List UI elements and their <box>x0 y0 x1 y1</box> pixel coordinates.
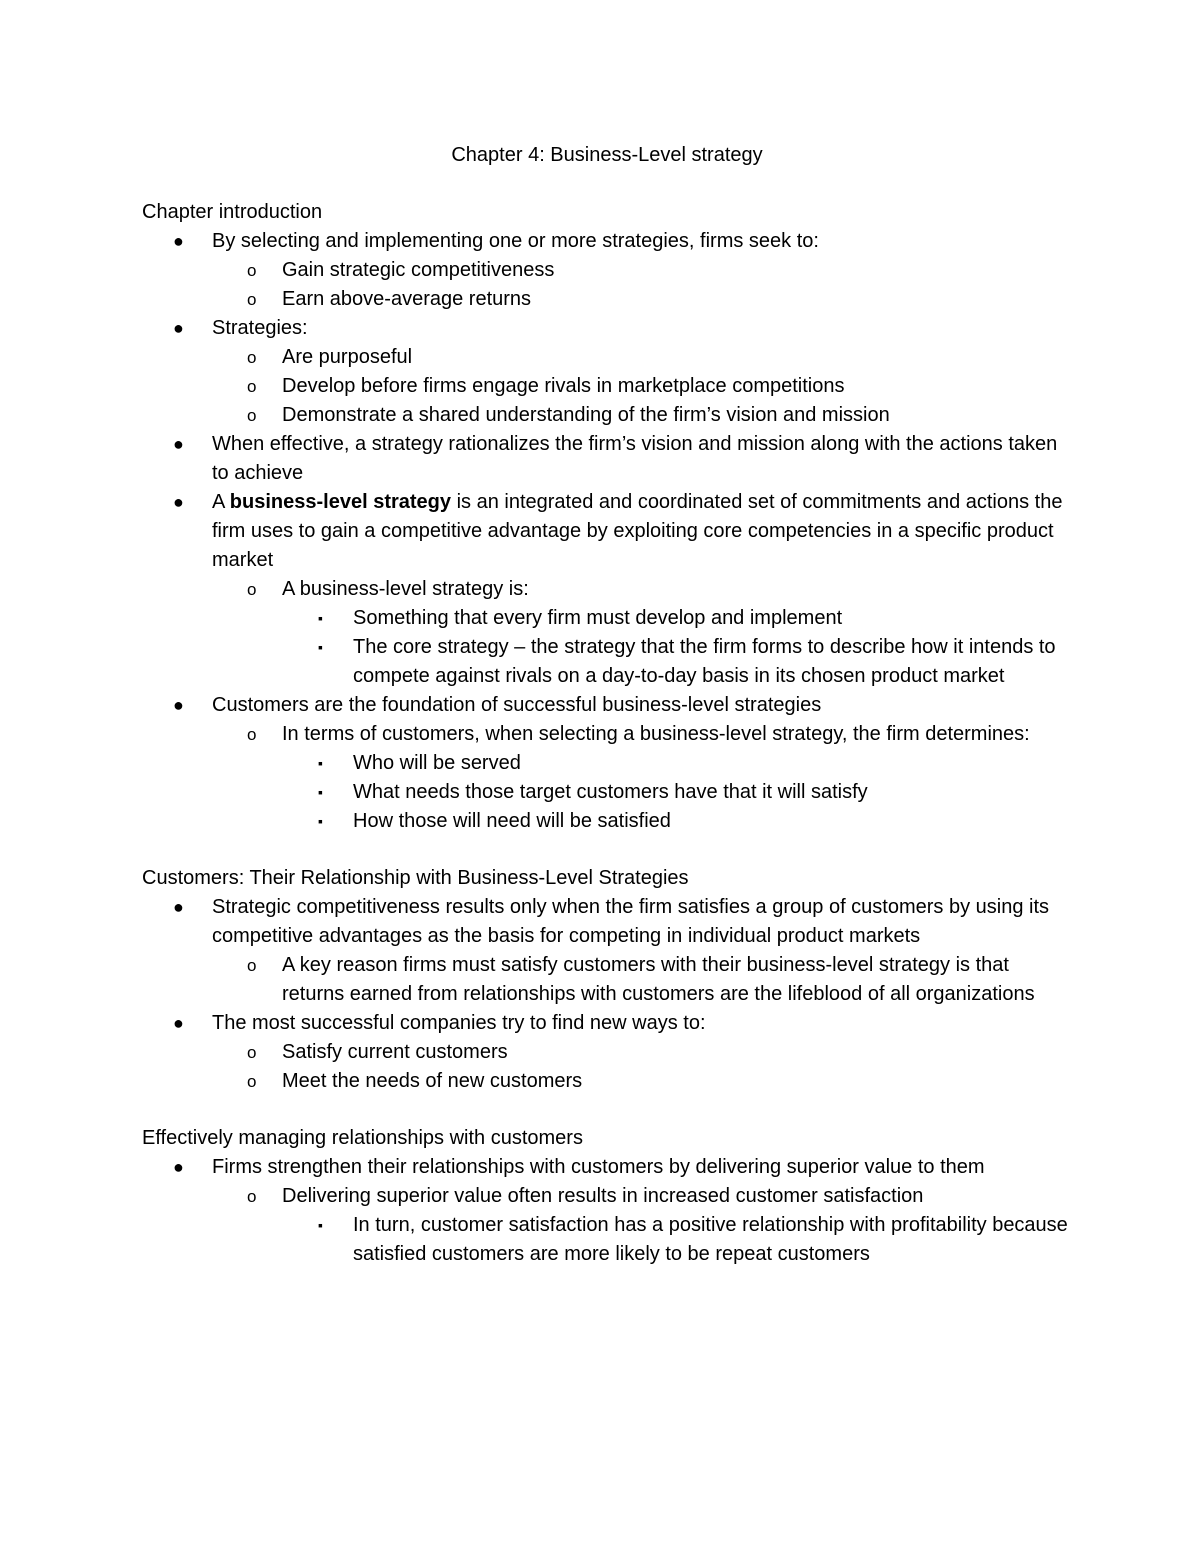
list-item <box>142 951 1072 1009</box>
list-item <box>142 1211 1072 1269</box>
list-item-prefix: A <box>212 491 230 513</box>
list-item-text: What needs those target customers have that it will satisfy <box>353 781 868 803</box>
square-marker: ▪ <box>318 1217 323 1233</box>
list-item <box>142 285 1072 314</box>
list-item <box>142 401 1072 430</box>
list-item-text: Strategies: <box>212 317 308 339</box>
document-page <box>142 141 1072 1297</box>
circle-marker: o <box>247 348 257 367</box>
square-marker: ▪ <box>318 639 323 655</box>
list-item-text: Earn above-average returns <box>282 288 532 310</box>
square-marker: ▪ <box>318 755 323 771</box>
section-heading: Customers: Their Relationship with Business-Level Strategies <box>142 867 689 889</box>
bold-term: business-level strategy <box>229 491 452 513</box>
list-item-text: Meet the needs of new customers <box>282 1070 583 1092</box>
section-chapter-introduction <box>142 198 1072 836</box>
circle-marker: o <box>247 377 257 396</box>
square-marker: ▪ <box>318 610 323 626</box>
circle-marker: o <box>247 580 257 599</box>
list-item-text: Satisfy current customers <box>282 1041 508 1063</box>
document-title: Chapter 4: Business-Level strategy <box>451 144 763 166</box>
list-item-text: The core strategy – the strategy that the firm forms to describe how it intends to compete against rivals on a day-to-day basis in its chosen product market <box>353 636 1056 687</box>
list-item-text: Delivering superior value often results in increased customer satisfaction <box>282 1185 924 1207</box>
circle-marker: o <box>247 290 257 309</box>
list-item <box>142 227 1072 256</box>
list-item-text: The most successful companies try to find new ways to: <box>212 1012 706 1034</box>
section-heading: Effectively managing relationships with customers <box>142 1127 583 1149</box>
section-heading: Chapter introduction <box>142 201 323 223</box>
list-item-text: Something that every firm must develop and implement <box>353 607 843 629</box>
bullet-marker: ● <box>173 318 184 338</box>
list-item-text: Gain strategic competitiveness <box>282 259 555 281</box>
list-item-text: Demonstrate a shared understanding of the firm’s vision and mission <box>282 404 890 426</box>
list-item <box>142 604 1072 633</box>
list-item <box>142 1067 1072 1096</box>
list-item-text: Who will be served <box>353 752 521 774</box>
list-item-text: In terms of customers, when selecting a business-level strategy, the firm determines: <box>282 723 1030 745</box>
list-item <box>142 1009 1072 1038</box>
list-item <box>142 749 1072 778</box>
circle-marker: o <box>247 1043 257 1062</box>
list-item-text: A key reason firms must satisfy customers with their business-level strategy is that returns earned from relationships with customers are the lifeblood of all organizations <box>282 954 1035 1005</box>
list-item-suffix: is an integrated and coordinated set of commitments and actions the firm uses to gain a competitive advantage by exploiting core competencies in a specific product market <box>212 491 1063 571</box>
list-item-text: A business-level strategy is: <box>282 578 529 600</box>
section-customers-relationship <box>142 864 1072 1096</box>
circle-marker: o <box>247 1187 257 1206</box>
list-item <box>142 893 1072 951</box>
list-item-text: By selecting and implementing one or more strategies, firms seek to: <box>212 230 819 252</box>
list-item <box>142 807 1072 836</box>
list-item <box>142 720 1072 749</box>
bullet-marker: ● <box>173 1157 184 1177</box>
list-item-text: Firms strengthen their relationships with customers by delivering superior value to them <box>212 1156 985 1178</box>
list-item <box>142 430 1072 488</box>
list-item <box>142 256 1072 285</box>
list-item <box>142 1182 1072 1211</box>
list-item <box>142 778 1072 807</box>
list-item-text: Strategic competitiveness results only when the firm satisfies a group of customers by using its competitive advantages as the basis for competing in individual product markets <box>212 896 1050 947</box>
list-item <box>142 691 1072 720</box>
circle-marker: o <box>247 725 257 744</box>
list-item <box>142 1038 1072 1067</box>
bullet-marker: ● <box>173 492 184 512</box>
circle-marker: o <box>247 1072 257 1091</box>
circle-marker: o <box>247 956 257 975</box>
circle-marker: o <box>247 406 257 425</box>
list-item <box>142 314 1072 343</box>
bullet-marker: ● <box>173 1013 184 1033</box>
list-item-text: Customers are the foundation of successful business-level strategies <box>212 694 822 716</box>
list-item-text: In turn, customer satisfaction has a positive relationship with profitability because satisfied customers are more likely to be repeat customers <box>353 1214 1068 1265</box>
square-marker: ▪ <box>318 784 323 800</box>
list-item <box>142 575 1072 604</box>
list-item-text: Develop before firms engage rivals in marketplace competitions <box>282 375 845 397</box>
list-item <box>142 372 1072 401</box>
list-item <box>142 1153 1072 1182</box>
bullet-marker: ● <box>173 231 184 251</box>
section-managing-relationships <box>142 1124 1072 1269</box>
bullet-marker: ● <box>173 434 184 454</box>
list-item-text: When effective, a strategy rationalizes the firm’s vision and mission along with the actions taken to achieve <box>212 433 1058 484</box>
square-marker: ▪ <box>318 813 323 829</box>
bullet-marker: ● <box>173 897 184 917</box>
bullet-marker: ● <box>173 695 184 715</box>
list-item-text: How those will need will be satisfied <box>353 810 671 832</box>
list-item <box>142 343 1072 372</box>
list-item <box>142 488 1072 575</box>
list-item-text: Are purposeful <box>282 346 413 368</box>
list-item <box>142 633 1072 691</box>
circle-marker: o <box>247 261 257 280</box>
